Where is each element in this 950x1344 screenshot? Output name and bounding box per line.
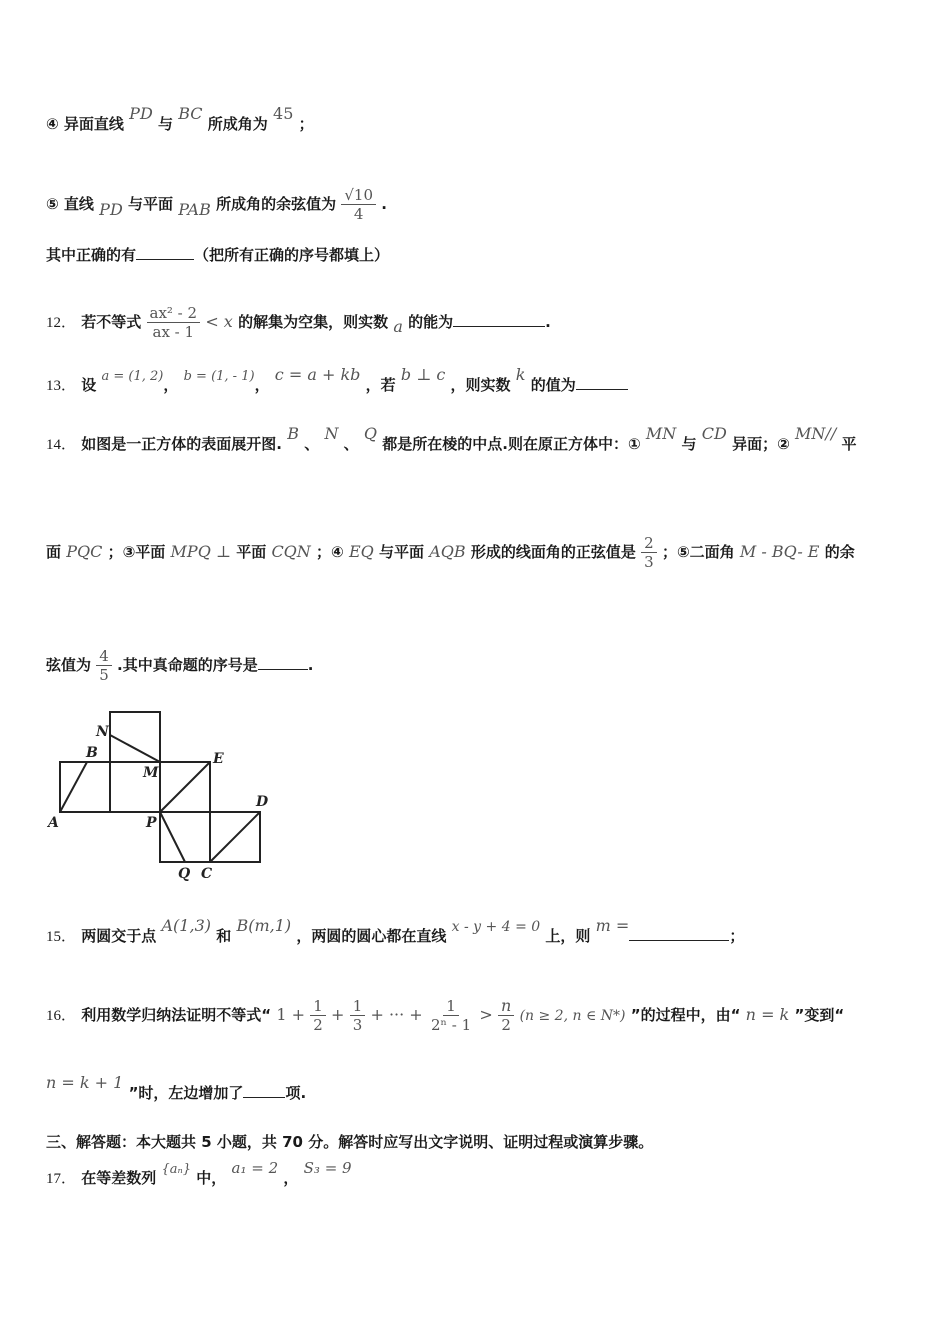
q15-pre: 两圆交于点	[81, 927, 157, 945]
summary-hint: （把所有正确的序号都填上）	[194, 246, 390, 264]
fraction-sqrt10-4	[341, 186, 376, 223]
q12-post: 的能为	[408, 313, 454, 331]
math-point-A: A(1,3)	[161, 916, 211, 935]
label-D: D	[256, 794, 269, 810]
segment-NM	[110, 735, 160, 762]
frac-den: 3	[644, 553, 654, 571]
frac-num: ax² - 2	[147, 304, 201, 323]
label-C: C	[201, 866, 213, 882]
q12-pre: 若不等式	[81, 313, 142, 331]
question-number: 17．	[46, 1171, 77, 1187]
math-AQB: AQB	[429, 542, 466, 561]
q16-post4: 项.	[285, 1084, 307, 1102]
q16-post1: ”的过程中，由“	[630, 1006, 741, 1024]
fraction-1-2	[310, 997, 326, 1034]
question-number: 16．	[46, 1008, 77, 1024]
question-14-line-3	[46, 647, 313, 684]
summary-text: 其中正确的有	[46, 246, 137, 264]
frac-den: 3	[352, 1016, 363, 1034]
math-point-B: B(m,1)	[236, 916, 292, 935]
segment-AB	[60, 762, 87, 812]
math-PD: PD	[129, 104, 153, 123]
q13-cond-pre: ，若	[365, 376, 396, 394]
q15-post: 上，则	[545, 927, 591, 945]
fraction-1-3	[350, 997, 366, 1034]
text-and: 和	[216, 927, 232, 945]
q17-mid: 中，	[196, 1169, 227, 1187]
answer-blank[interactable]	[629, 939, 729, 941]
frac-den: 2	[313, 1016, 323, 1034]
item-5	[46, 186, 387, 223]
q13-post: 的值为	[530, 376, 576, 394]
frac-num: n	[498, 997, 514, 1016]
q14-s4: ；④	[316, 543, 344, 561]
math-condition: (n ≥ 2, n ∈ N*)	[519, 1008, 626, 1024]
item-5-label: ⑤ 直线	[46, 195, 94, 213]
math-vector-b: b = (1, - 1)	[183, 369, 255, 384]
question-14-line-1	[46, 424, 857, 455]
frac-num: 4	[96, 647, 112, 666]
question-13: 13． 设 a = (1, 2)， b = (1, - 1)， c = a + kb ，若 b ⊥ c ，则实数 k 的值为	[46, 375, 628, 397]
label-M: M	[143, 765, 159, 781]
q14-s4c: 形成的线面角的正弦值是	[470, 543, 636, 561]
question-16-line-2	[46, 1073, 307, 1103]
math-CD: CD	[701, 424, 727, 443]
fraction-2-3	[641, 534, 657, 571]
math-a: a	[393, 317, 403, 336]
q14-skew: 异面；②	[732, 435, 790, 453]
fraction-1-2n-1	[428, 997, 474, 1034]
math-N: N	[324, 424, 339, 443]
text-sep: 、	[343, 435, 359, 453]
math-plus: +	[331, 1005, 345, 1024]
text-angle: 所成角为	[207, 115, 268, 133]
label-E: E	[213, 751, 224, 767]
q14-line3b: .其中真命题的序号是	[117, 656, 258, 674]
cube-net-figure	[45, 705, 285, 885]
q12-mid: 的解集为空集，则实数	[238, 313, 389, 331]
frac-num: 1	[310, 997, 326, 1016]
math-n-eq-k-plus-1: n = k + 1	[46, 1073, 124, 1092]
question-14-line-2	[46, 534, 855, 571]
text-cos: 所成角的余弦值为	[216, 195, 337, 213]
math-S3: S₃ = 9	[303, 1159, 352, 1177]
net-face-bottom	[160, 812, 210, 862]
math-perp: b ⊥ c	[400, 365, 446, 384]
section-3-text: 三、解答题：本大题共 5 小题，共 70 分。解答时应写出文字说明、证明过程或演算步骤。	[46, 1133, 654, 1151]
question-number: 15．	[46, 929, 77, 945]
q14-s5: ；⑤二面角	[661, 543, 735, 561]
label-A: A	[48, 815, 59, 831]
math-lt-x: < x	[205, 312, 233, 331]
math-BC: BC	[178, 104, 203, 123]
answer-blank[interactable]	[243, 1096, 285, 1098]
text-end: ；	[298, 115, 314, 133]
answer-blank[interactable]	[258, 668, 308, 670]
math-dots: + ··· +	[370, 1005, 423, 1024]
segment-PQ	[160, 812, 185, 862]
frac-den: ax - 1	[152, 323, 195, 341]
math-vector-c: c = a + kb	[274, 365, 361, 384]
section-3-heading	[46, 1132, 653, 1152]
frac-den: 4	[353, 205, 364, 223]
q16-pre: 利用数学归纳法证明不等式“	[81, 1006, 272, 1024]
text-end: .	[307, 656, 314, 674]
answer-blank[interactable]	[576, 388, 628, 390]
q14-s5b: 的余	[824, 543, 855, 561]
label-Q: Q	[178, 866, 191, 882]
net-face-left	[60, 762, 110, 812]
frac-den: 2ⁿ - 1	[430, 1016, 472, 1034]
math-EQ: EQ	[348, 542, 374, 561]
frac-num: 1	[443, 997, 459, 1016]
q14-s3: ；③平面	[107, 543, 166, 561]
q17-pre: 在等差数列	[81, 1169, 157, 1187]
text-ping: 平	[841, 435, 857, 453]
math-PAB: PAB	[178, 200, 211, 219]
question-number: 12．	[46, 315, 77, 331]
question-number: 13．	[46, 378, 77, 394]
math-MPQ-perp: MPQ ⊥	[170, 542, 231, 561]
fraction-inequality	[147, 304, 201, 341]
math-sequence-an: {aₙ}	[161, 1162, 192, 1177]
q16-post3: ”时，左边增加了	[128, 1084, 244, 1102]
q14-mid1: 都是所在棱的中点.则在原正方体中：①	[382, 435, 641, 453]
math-45: 45	[273, 104, 294, 123]
q13-mid: ，则实数	[450, 376, 511, 394]
math-PQC: PQC	[66, 542, 103, 561]
math-PD: PD	[99, 200, 123, 219]
frac-num: √10	[341, 186, 376, 205]
question-15	[46, 916, 745, 947]
frac-num: 1	[350, 997, 366, 1016]
fraction-4-5	[96, 647, 112, 684]
math-gt: >	[479, 1005, 493, 1024]
math-line-eq: x - y + 4 = 0	[451, 919, 541, 935]
text-end: ；	[729, 927, 745, 945]
question-17	[46, 1159, 352, 1190]
question-number: 14．	[46, 437, 77, 453]
q13-pre: 设	[81, 376, 97, 394]
text-mian: 面	[46, 543, 62, 561]
math-MN: MN	[645, 424, 677, 443]
answer-blank[interactable]	[136, 258, 194, 260]
q15-mid: ，两圆的圆心都在直线	[296, 927, 447, 945]
math-M-BQ-E: M - BQ- E	[739, 542, 820, 561]
text-end: .	[545, 313, 551, 331]
item-4	[46, 104, 314, 134]
text-with: 与	[681, 435, 697, 453]
segment-CD	[210, 812, 260, 862]
text-sep: 、	[304, 435, 320, 453]
text-end: .	[381, 195, 387, 213]
fraction-n-2	[498, 997, 514, 1034]
label-B: B	[86, 745, 98, 761]
label-P: P	[146, 815, 157, 831]
math-CQN: CQN	[271, 542, 311, 561]
math-vector-a: a = (1, 2)	[101, 369, 164, 384]
text-with: 与	[158, 115, 174, 133]
answer-blank[interactable]	[453, 325, 545, 327]
segment-PE	[160, 762, 210, 812]
math-MN-parallel: MN//	[795, 424, 837, 443]
frac-den: 5	[99, 666, 109, 684]
q14-s4b: 与平面	[379, 543, 425, 561]
frac-den: 2	[501, 1016, 511, 1034]
text-xian: 弦值为	[46, 656, 92, 674]
summary-line	[46, 245, 389, 265]
label-N: N	[96, 724, 109, 740]
math-Q: Q	[363, 424, 378, 443]
item-4-label: ④ 异面直线	[46, 115, 124, 133]
math-n-eq-k: n = k	[745, 1005, 790, 1024]
math-k: k	[515, 365, 526, 384]
q14-intro: 如图是一正方体的表面展开图.	[81, 435, 282, 453]
math-1-plus: 1 +	[276, 1005, 306, 1024]
text-plane: 与平面	[128, 195, 174, 213]
question-16-line-1	[46, 997, 844, 1034]
math-m: m =	[595, 916, 630, 935]
q16-post2: ”变到“	[794, 1006, 845, 1024]
net-face-top	[110, 712, 160, 762]
math-a1: a₁ = 2	[231, 1159, 279, 1177]
text-plane: 平面	[236, 543, 267, 561]
math-B: B	[287, 424, 299, 443]
question-12	[46, 304, 551, 341]
text-comma: ，	[283, 1169, 299, 1187]
frac-num: 2	[641, 534, 657, 553]
